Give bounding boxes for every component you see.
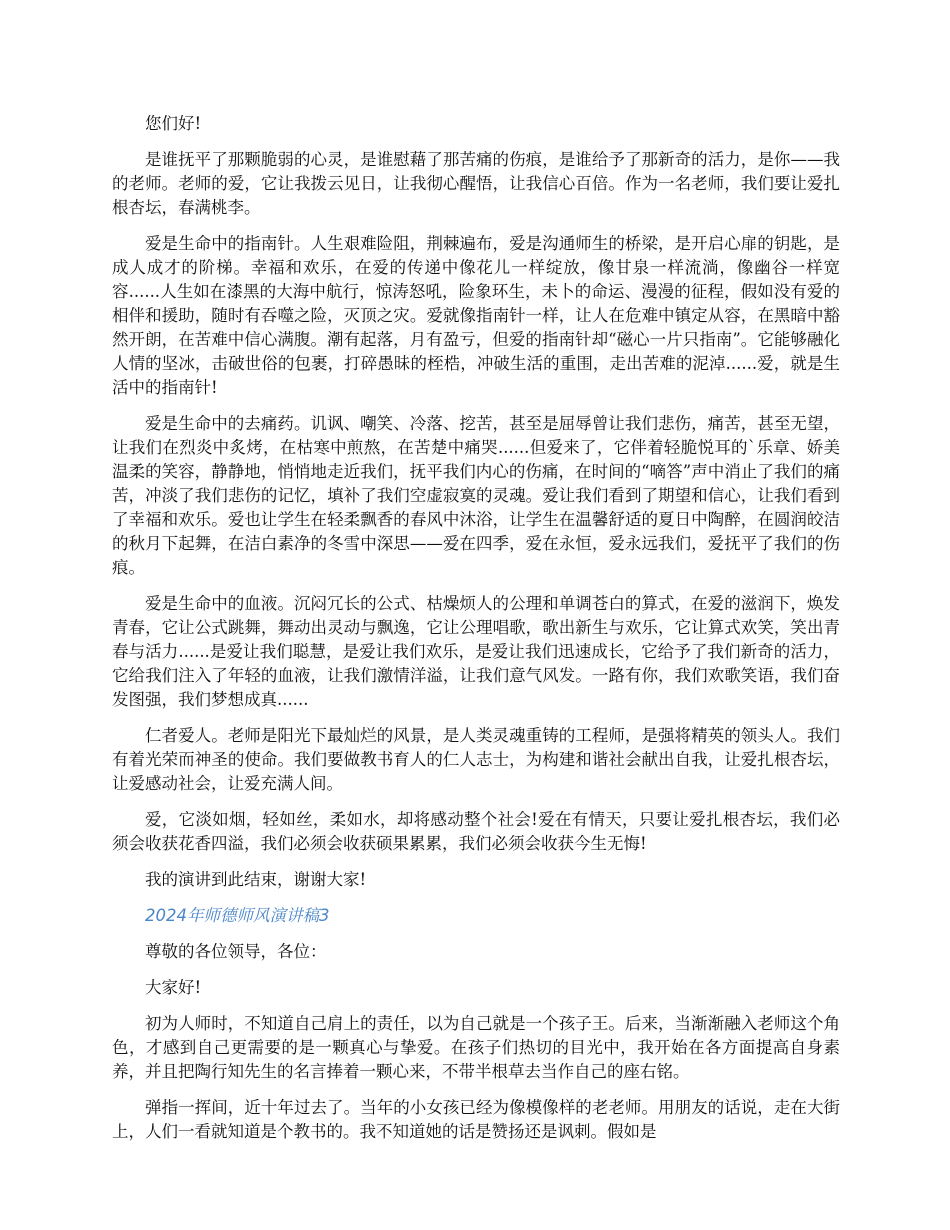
document-page [112, 112, 840, 1156]
greeting: 您们好! [145, 114, 202, 133]
paragraph-beginning: 初为人师时，不知道自己肩上的责任，以为自己就是一个孩子王。后来，当渐渐融入老师这个角色，才感到自己更需要的是一颗真心与挚爱。在孩子们热切的目光中，我开始在各方面提高自身素养，并且把陶行知先生的名言捧着一颗心来，不带半根草去当作自己的座右铭。 [112, 1014, 840, 1081]
section-heading: 2024年师德师风演讲稿3 [145, 906, 330, 925]
salutation: 尊敬的各位领导，各位： [145, 942, 327, 961]
paragraph-benevolence: 仁者爱人。老师是阳光下最灿烂的风景，是人类灵魂重铸的工程师，是强将精英的领头人。我们有着光荣而神圣的使命。我们要做教书育人的仁人志士，为构建和谐社会献出自我，让爱扎根杏坛，让爱感动社会，让爱充满人间。 [112, 726, 840, 793]
paragraph-compass: 爱是生命中的指南针。人生艰难险阻，荆棘遍布，爱是沟通师生的桥梁，是开启心扉的钥匙，是成人成才的阶梯。幸福和欢乐，在爱的传递中像花儿一样绽放，像甘泉一样流淌，像幽谷一样宽容......人生如在漆黑的大海中航行，惊涛怒吼，险象环生，未卜的命运、漫漫的征程，假如没有爱的相伴和援助，随时有吞噬之险，灭顶之灾。爱就像指南针一样，让人在危难中镇定从容，在黑暗中豁然开朗，在苦难中信心满腹。潮有起落，月有盈亏，但爱的指南针却“磁心一片只指南”。它能够融化人情的坚冰，击破世俗的包裹，打碎愚昧的桎梏，冲破生活的重围，走出苦难的泥淖......爱，就是生活中的指南针! [112, 234, 840, 397]
paragraph-decade: 弹指一挥间，近十年过去了。当年的小女孩已经为像模像样的老老师。用朋友的话说，走在大街上，人们一看就知道是个教书的。我不知道她的话是赞扬还是讽刺。假如是 [112, 1098, 840, 1141]
paragraph-intro: 是谁抚平了那颗脆弱的心灵，是谁慰藉了那苦痛的伤痕，是谁给予了那新奇的活力，是你——我的老师。老师的爱，它让我拨云见日，让我彻心醒悟，让我信心百倍。作为一名老师，我们要让爱扎根杏坛，春满桃李。 [112, 150, 840, 217]
closing-line: 我的演讲到此结束，谢谢大家! [145, 870, 367, 889]
paragraph-love: 爱，它淡如烟，轻如丝，柔如水，却将感动整个社会!爱在有情天，只要让爱扎根杏坛，我们必须会收获花香四溢，我们必须会收获硕果累累，我们必须会收获今生无悔! [112, 810, 840, 853]
paragraph-blood: 爱是生命中的血液。沉闷冗长的公式、枯燥烦人的公理和单调苍白的算式，在爱的滋润下，焕发青春，它让公式跳舞，舞动出灵动与飘逸，它让公理唱歌，歌出新生与欢乐，它让算式欢笑，笑出青春与活力......是爱让我们聪慧，是爱让我们欢乐，是爱让我们迅速成长，它给予了我们新奇的活力，它给我们注入了年轻的血液，让我们激情洋溢，让我们意气风发。一路有你，我们欢歌笑语，我们奋发图强，我们梦想成真...... [112, 594, 840, 709]
paragraph-painkiller: 爱是生命中的去痛药。讥讽、嘲笑、冷落、挖苦，甚至是屈辱曾让我们悲伤，痛苦，甚至无望，让我们在烈炎中炙烤，在枯寒中煎熬，在苦楚中痛哭......但爱来了，它伴着轻脆悦耳的`乐章、娇美温柔的笑容，静静地，悄悄地走近我们，抚平我们内心的伤痛，在时间的“嘀答”声中消止了我们的痛苦，冲淡了我们悲伤的记忆，填补了我们空虚寂寞的灵魂。爱让我们看到了期望和信心，让我们看到了幸福和欢乐。爱也让学生在轻柔飘香的春风中沐浴，让学生在温馨舒适的夏日中陶醉，在圆润皎洁的秋月下起舞，在洁白素净的冬雪中深思——爱在四季，爱在永恒，爱永远我们，爱抚平了我们的伤痕。 [112, 414, 840, 577]
greeting-2: 大家好! [145, 978, 202, 997]
